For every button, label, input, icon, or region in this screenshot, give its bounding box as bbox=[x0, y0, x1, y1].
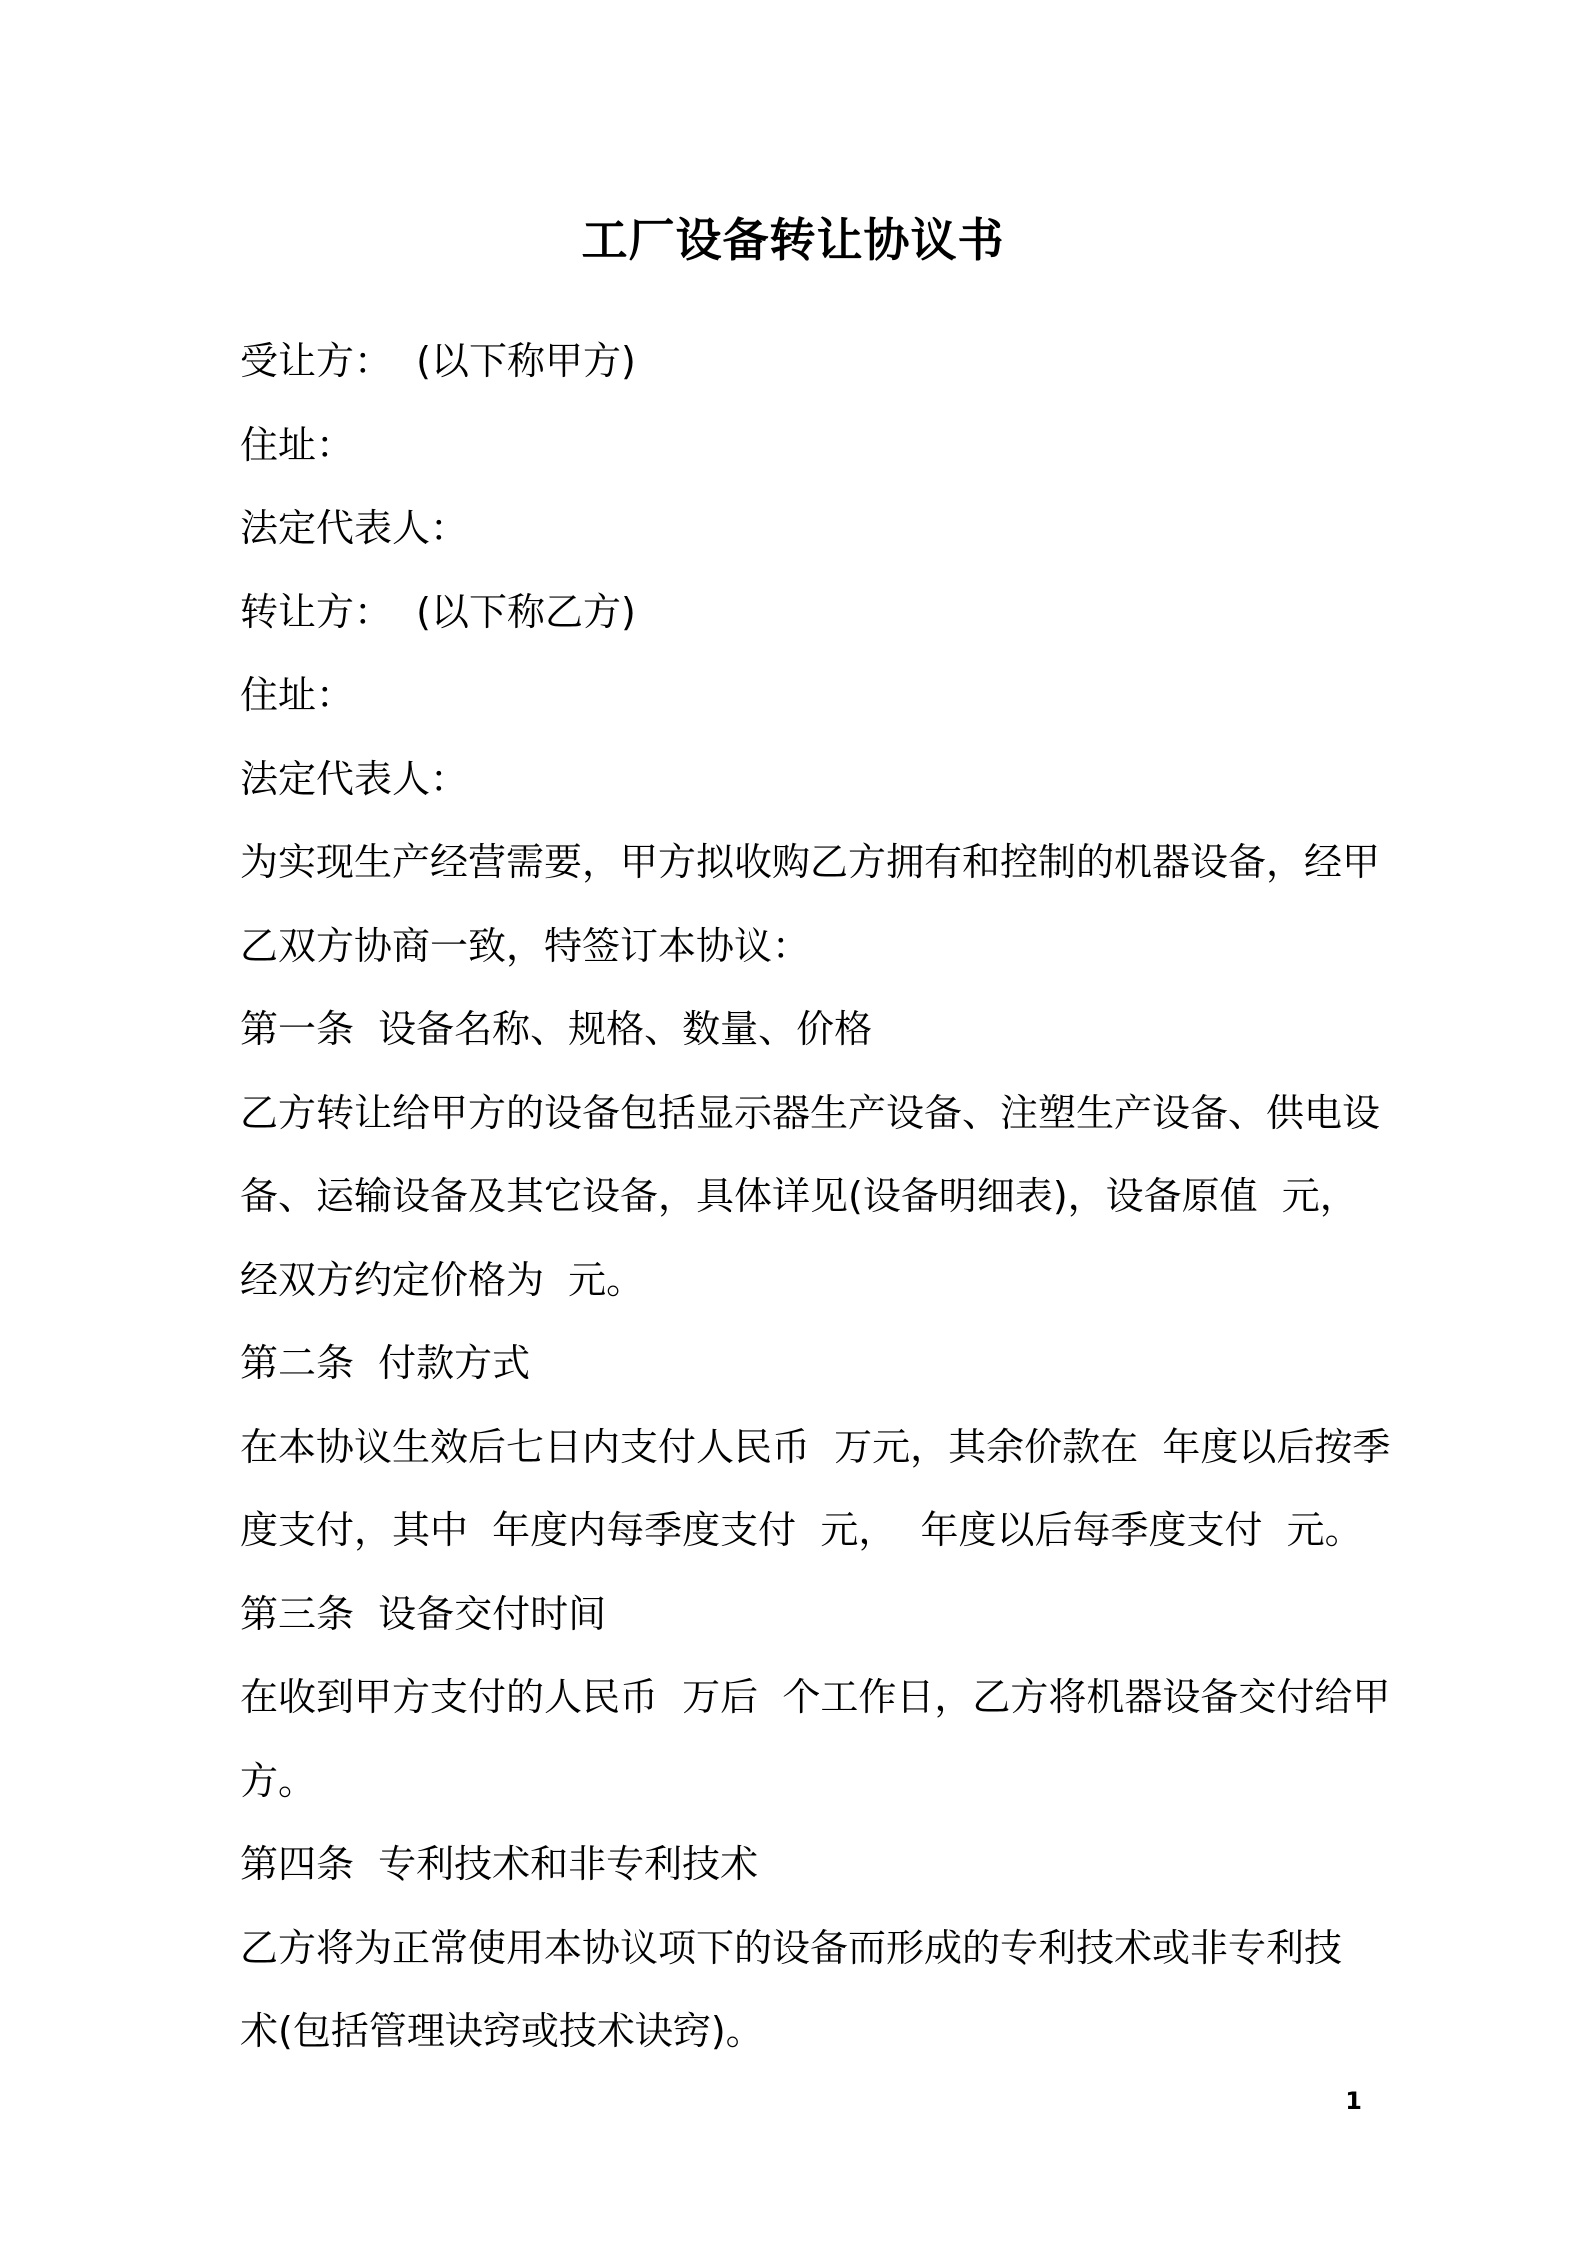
article-3-line-2: 方。 bbox=[240, 1758, 317, 1803]
article-1-heading: 第一条 设备名称、规格、数量、价格 bbox=[240, 1007, 873, 1051]
party-a-representative: 法定代表人： bbox=[240, 506, 469, 550]
party-b-representative: 法定代表人： bbox=[240, 756, 469, 801]
article-4-heading: 第四条 专利技术和非专利技术 bbox=[240, 1842, 759, 1886]
document-body bbox=[240, 320, 1391, 2074]
document-title: 工厂设备转让协议书 bbox=[581, 213, 1005, 267]
preamble-line-2: 乙双方协商一致，特签订本协议： bbox=[240, 923, 811, 968]
article-1-line-1: 乙方转让给甲方的设备包括显示器生产设备、注塑生产设备、供电设 bbox=[240, 1090, 1381, 1135]
article-1-line-3: 经双方约定价格为 元。 bbox=[240, 1257, 645, 1302]
page-number: 1 bbox=[1345, 2087, 1362, 2115]
preamble-line-1: 为实现生产经营需要，甲方拟收购乙方拥有和控制的机器设备，经甲 bbox=[240, 840, 1381, 884]
party-a-line: 受让方： (以下称甲方) bbox=[240, 339, 636, 383]
article-4-line-1: 乙方将为正常使用本协议项下的设备而形成的专利技术或非专利技 bbox=[240, 1925, 1343, 1970]
article-2-line-2: 度支付，其中 年度内每季度支付 元， 年度以后每季度支付 元。 bbox=[240, 1508, 1363, 1552]
article-1-line-2: 备、运输设备及其它设备，具体详见(设备明细表)，设备原值 元， bbox=[240, 1174, 1358, 1218]
article-3-heading: 第三条 设备交付时间 bbox=[240, 1591, 607, 1636]
article-2-line-1: 在本协议生效后七日内支付人民币 万元，其余价款在 年度以后按季 bbox=[240, 1424, 1391, 1469]
party-a-address: 住址： bbox=[240, 422, 355, 467]
article-3-line-1: 在收到甲方支付的人民币 万后 个工作日，乙方将机器设备交付给甲 bbox=[240, 1675, 1391, 1719]
party-b-line: 转让方： (以下称乙方) bbox=[240, 589, 636, 634]
article-4-line-2: 术(包括管理诀窍或技术诀窍)。 bbox=[240, 2009, 764, 2053]
party-b-address: 住址： bbox=[240, 673, 355, 717]
article-2-heading: 第二条 付款方式 bbox=[240, 1341, 531, 1385]
